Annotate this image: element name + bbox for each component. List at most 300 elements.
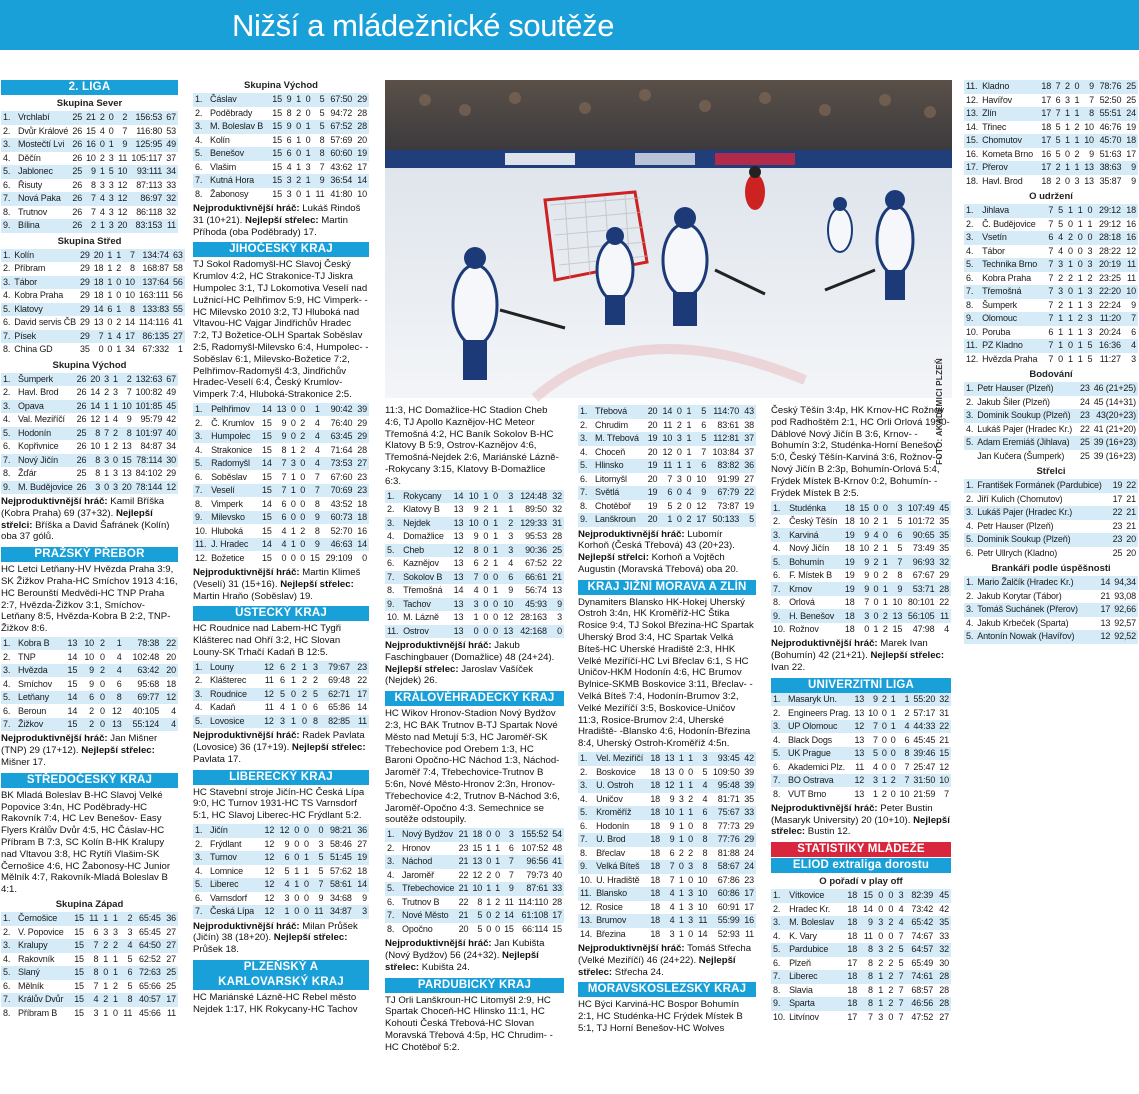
name-cell: Rosice — [594, 901, 648, 915]
value-cell: 2 — [1065, 272, 1075, 286]
value-cell: 7 — [662, 874, 676, 888]
rank-cell: 6. — [385, 896, 400, 910]
value-cell: 8 — [274, 443, 289, 457]
value-cell: 42 — [742, 752, 756, 766]
value-cell: 36:54 — [327, 174, 355, 188]
table-row — [578, 486, 756, 500]
value-cell: 1 — [490, 544, 500, 558]
column-5 — [771, 405, 951, 1024]
value-cell: 2 — [298, 674, 309, 688]
name-cell: Masaryk Un. — [786, 693, 852, 707]
stats-note: Nejproduktivnější hráč: Jan Kubišta (Nový Bydžov) 56 (24+32). Nejlepší střelec: Kubišta 24. — [385, 938, 545, 973]
name-cell: Hradec Kr. — [787, 903, 843, 917]
value-cell: 11 — [163, 1007, 178, 1021]
value-cell: 20 — [1124, 533, 1138, 547]
value-cell: 13 — [1081, 175, 1096, 189]
value-cell: 67:79 — [708, 486, 741, 500]
value-cell: 77:76 — [709, 833, 741, 847]
value-cell: 2 — [686, 793, 695, 807]
column-6 — [964, 80, 1138, 644]
rank-cell: 3. — [193, 688, 208, 702]
value-cell: 12 — [1123, 245, 1138, 259]
rank-cell: 6. — [1, 980, 16, 994]
table-row — [385, 896, 564, 910]
value-cell: 34 — [123, 343, 137, 357]
value-cell: 12 — [116, 179, 130, 193]
table-row — [964, 245, 1138, 259]
value-cell: 0 — [674, 405, 684, 419]
value-cell: 16:36 — [1094, 339, 1122, 353]
value-cell: 9 — [84, 165, 98, 179]
name-cell: Mělník — [16, 980, 71, 994]
rank-cell: 15. — [964, 134, 980, 148]
value-cell: 34:87 — [325, 905, 353, 919]
name-cell: David servis ČB — [12, 316, 78, 330]
table-row — [1, 677, 178, 691]
value-cell: 4 — [161, 718, 178, 732]
value-cell: 11 — [352, 715, 369, 729]
value-cell: 3 — [465, 598, 480, 612]
value-cell: 40:57 — [134, 993, 162, 1007]
rank-cell: 5. — [385, 882, 400, 896]
table-row — [193, 905, 369, 919]
value-cell: 7 — [937, 787, 951, 801]
value-cell: 0 — [114, 276, 123, 290]
value-cell: 1 — [1055, 326, 1065, 340]
value-cell: 0 — [686, 766, 695, 780]
value-cell: 9 — [120, 413, 134, 427]
value-cell: 0 — [480, 625, 490, 639]
value-cell: 17 — [1038, 107, 1053, 121]
table-row — [1, 138, 178, 152]
value-cell: 35 — [937, 515, 951, 529]
results-text: HC Roudnice nad Labem-HC Tygři Klášterec nad Ohří 3:2, HC Slovan Louny-SK Trhačí Kadaň B 12:5. — [193, 623, 342, 658]
value-cell: 50:133 — [708, 513, 741, 527]
value-cell: 5 — [107, 165, 116, 179]
rank-cell: 6. — [771, 569, 787, 583]
table-row — [964, 175, 1138, 189]
value-cell: 1 — [880, 774, 889, 788]
value-cell: 7 — [1045, 312, 1055, 326]
table-row — [385, 882, 564, 896]
table-row — [1, 289, 185, 303]
value-cell: 3 — [110, 926, 120, 940]
rank-cell: 2. — [771, 903, 787, 917]
value-cell: 15 — [259, 551, 274, 565]
value-cell: 1 — [287, 674, 298, 688]
value-cell: 18 — [1038, 80, 1053, 94]
value-cell: 30 — [935, 957, 951, 971]
value-cell: 62:71 — [320, 688, 352, 702]
value-cell: 1 — [110, 966, 120, 980]
table-row — [193, 551, 369, 565]
name-cell: U. Brod — [594, 833, 648, 847]
value-cell: 0 — [880, 528, 889, 542]
value-cell: 56 — [171, 289, 185, 303]
name-cell: Třemošná — [980, 285, 1045, 299]
value-cell: 15 — [269, 161, 284, 175]
value-cell: 2 — [674, 500, 684, 514]
value-cell: 0 — [871, 582, 880, 596]
value-cell: 10 — [465, 490, 480, 504]
value-cell: 1 — [107, 637, 124, 651]
table-row — [771, 733, 951, 747]
value-cell: 26 — [70, 138, 84, 152]
value-cell: 4 — [866, 760, 880, 774]
value-cell: 11 — [164, 219, 178, 233]
value-cell: 17 — [550, 909, 564, 923]
rank-cell: 5. — [771, 747, 786, 761]
value-cell: 11:20 — [1094, 312, 1122, 326]
table-row — [964, 547, 1138, 561]
value-cell: 0 — [298, 701, 309, 715]
value-cell: 5 — [120, 953, 134, 967]
rank-cell: 8. — [1, 1007, 16, 1021]
value-cell: 4 — [276, 701, 287, 715]
value-cell: 19 — [842, 528, 856, 542]
value-cell: 25 — [75, 427, 89, 441]
table-row — [385, 598, 564, 612]
stats-note: Nejproduktivnější hráč: Lukáš Rindoš 31 (10+21). Nejlepší střelec: Martin Příhoda (oba Poděbrady) 17. — [193, 203, 361, 238]
name-cell: Trutnov B — [400, 896, 457, 910]
name-cell: Šumperk — [16, 373, 75, 387]
rank-cell: 9. — [771, 997, 787, 1011]
value-cell: 18 — [648, 793, 662, 807]
value-cell: 2 — [493, 909, 502, 923]
value-cell: 16 — [84, 138, 98, 152]
value-cell: 7 — [895, 970, 905, 984]
table-row — [193, 838, 369, 852]
value-cell: 1 — [484, 842, 493, 856]
value-cell: 3 — [111, 467, 120, 481]
value-cell: 4 — [695, 793, 709, 807]
results-text: HC Stavební stroje Jičín-HC Česká Lípa 9:0, HC Turnov 1931-HC TS Varnsdorf 5:1, HC Slavoj Liberec-HC Frýdlant 5:2. — [193, 786, 365, 822]
table-row — [1, 481, 178, 495]
rank-cell — [964, 450, 975, 464]
value-cell: 102:48 — [124, 650, 162, 664]
value-cell: 43:52 — [322, 497, 355, 511]
value-cell: 0 — [100, 966, 110, 980]
value-cell: 19 — [645, 432, 660, 446]
value-cell: 15 — [71, 980, 86, 994]
value-cell: 3 — [107, 179, 116, 193]
rank-cell: 4. — [964, 520, 975, 534]
value-cell: 45:93 — [515, 598, 549, 612]
value-cell: 1 — [1062, 134, 1071, 148]
rank-cell: 8. — [1, 206, 16, 220]
value-cell: 26 — [70, 206, 84, 220]
value-cell: 12 — [450, 544, 465, 558]
name-cell: Letňany — [16, 691, 62, 705]
value-cell: 0 — [301, 838, 311, 852]
value-cell: 1 — [500, 503, 515, 517]
value-cell: 3 — [284, 174, 294, 188]
rank-cell: 1. — [964, 382, 975, 396]
value-cell: 11 — [311, 905, 325, 919]
value-cell: 10 — [88, 440, 102, 454]
value-cell: 66:114 — [516, 923, 550, 937]
value-cell: 3 — [895, 889, 905, 903]
value-cell: 0 — [684, 500, 694, 514]
rank-cell: 1. — [771, 693, 786, 707]
name-cell: Kralupy — [16, 939, 71, 953]
rank-cell: 7. — [1, 192, 16, 206]
value-cell: 0 — [111, 454, 120, 468]
value-cell: 2 — [298, 443, 307, 457]
value-cell: 82:85 — [320, 715, 352, 729]
table-row — [1, 152, 178, 166]
value-cell: 41 — [171, 316, 185, 330]
value-cell: 15 — [71, 1007, 86, 1021]
value-cell: 1 — [105, 262, 114, 276]
value-cell: 4 — [898, 720, 912, 734]
rank-cell: 16. — [964, 148, 980, 162]
value-cell: 2 — [110, 980, 120, 994]
rank-cell: 1. — [1, 111, 16, 125]
value-cell: 67:60 — [322, 470, 355, 484]
value-cell: 4 — [111, 413, 120, 427]
value-cell: 4 — [107, 650, 124, 664]
table-row — [771, 555, 951, 569]
name-cell: Hronov — [400, 842, 457, 856]
value-cell: 46:76 — [1096, 121, 1123, 135]
value-cell: 1 — [107, 138, 116, 152]
value-cell: 10 — [79, 637, 96, 651]
value-cell: 18 — [648, 901, 662, 915]
value-cell: 15 — [120, 454, 134, 468]
value-cell: 3 — [120, 926, 134, 940]
standings-table — [771, 501, 951, 636]
rank-cell: 8. — [1, 343, 12, 357]
value-cell: 28 — [549, 530, 564, 544]
value-cell: 5 — [311, 865, 325, 879]
rank-cell: 6. — [578, 820, 594, 834]
value-cell: 0 — [686, 833, 695, 847]
table-row — [193, 120, 369, 134]
rank-cell: 3. — [193, 430, 209, 444]
value-cell: 132:63 — [134, 373, 165, 387]
value-cell: 53 — [164, 125, 178, 139]
value-cell: 10 — [695, 874, 709, 888]
rank-cell: 8. — [193, 497, 209, 511]
value-cell: 7 — [274, 470, 289, 484]
table-row — [964, 506, 1138, 520]
name-cell: Antonín Nowak (Havířov) — [975, 630, 1098, 644]
value-cell: 12 — [500, 611, 515, 625]
table-row — [385, 828, 564, 842]
rank-cell: 1. — [385, 828, 400, 842]
value-cell: 48 — [550, 842, 564, 856]
value-cell: 0 — [303, 134, 313, 148]
rank-cell: 3. — [771, 916, 787, 930]
table-row — [771, 623, 951, 637]
value-cell: 20:19 — [1094, 258, 1122, 272]
rank-cell: 5. — [964, 436, 975, 450]
value-cell: 87:61 — [516, 882, 550, 896]
value-cell: 45:45 — [911, 733, 937, 747]
value-cell: 0 — [96, 650, 107, 664]
value-cell: 15 — [71, 953, 86, 967]
rank-cell: 2. — [193, 416, 209, 430]
value-cell: 19 — [842, 582, 856, 596]
value-cell: 84:102 — [134, 467, 165, 481]
rank-cell: 2. — [964, 493, 975, 507]
value-cell: 60:91 — [709, 901, 741, 915]
name-cell: Sparta — [787, 997, 843, 1011]
value-cell: 7 — [274, 484, 289, 498]
value-cell: 83:61 — [708, 419, 741, 433]
value-cell: 3 — [288, 457, 297, 471]
value-cell: 64:50 — [134, 939, 162, 953]
value-cell: 11 — [695, 914, 709, 928]
name-cell: Kobra Praha — [12, 289, 78, 303]
value-cell: 20 — [645, 419, 660, 433]
rank-cell: 8. — [964, 299, 980, 313]
value-cell: 41 (21+20) — [1092, 423, 1138, 437]
value-cell: 3 — [875, 916, 885, 930]
value-cell: 5 — [309, 688, 320, 702]
value-cell: 98:21 — [325, 824, 353, 838]
name-cell: China GD — [12, 343, 78, 357]
table-row — [1, 206, 178, 220]
value-cell: 21 — [1099, 590, 1113, 604]
rank-cell: 8. — [193, 188, 208, 202]
results-text: HC Wikov Hronov-Stadion Nový Bydžov 2:3, HC BAK Trutnov B-TJ Spartak Nové Město nad Metují 5:3, HC Jaroměř-SK Třebechovice pod Orebem 1:3, HC Baroni Opočno-HC Náchod 1:3, Náchod-Jaroměř 7:4, Třebechovice-Trutnov B 5:6n, Nové Město-Hronov 2:3n, Hronov-Třebechovice 4:2, Trutnov B-Náchod 3:6, Jaroměř-Opočno 4:3. Semechnice se soutěže odstoupily. — [385, 708, 560, 826]
value-cell: 25 — [1078, 450, 1092, 464]
value-cell: 11 — [86, 912, 100, 926]
value-cell: 9 — [116, 138, 130, 152]
value-cell: 7 — [1045, 353, 1055, 367]
value-cell: 13 — [500, 625, 515, 639]
value-cell: 15 — [71, 939, 86, 953]
name-cell: Trutnov — [16, 206, 70, 220]
value-cell: 8 — [465, 544, 480, 558]
value-cell: 18 — [843, 889, 859, 903]
value-cell: 10 — [500, 598, 515, 612]
value-cell: 32 — [549, 503, 564, 517]
value-cell: 37 — [164, 152, 178, 166]
name-cell: Soběslav — [209, 470, 259, 484]
results-text: HC Býci Karviná-HC Bospor Bohumín 2:1, HC Studénka-HC Frýdek Místek B 5:1, TJ Horní Benešov-HC Wolves — [578, 999, 743, 1035]
value-cell: 40 — [550, 869, 564, 883]
value-cell: 0 — [291, 824, 301, 838]
value-cell: 9 — [284, 120, 294, 134]
value-cell: 21 — [549, 571, 564, 585]
name-cell: Dominik Soukup (Plzeň) — [975, 409, 1078, 423]
name-cell: M. Boleslav B — [208, 120, 269, 134]
value-cell: 1 — [889, 720, 898, 734]
rank-cell: 13. — [578, 914, 594, 928]
value-cell: 13 — [274, 403, 289, 417]
value-cell: 38 — [741, 419, 756, 433]
value-cell: 5 — [1055, 204, 1065, 218]
value-cell: 0 — [549, 625, 564, 639]
table-row — [1, 691, 178, 705]
rank-cell: 5. — [193, 147, 208, 161]
name-cell: Březina — [594, 928, 648, 942]
value-cell: 10 — [123, 276, 137, 290]
value-cell: 11 — [1123, 258, 1138, 272]
value-cell: 19 — [354, 851, 369, 865]
value-cell: 7 — [895, 997, 905, 1011]
value-cell: 10 — [1123, 285, 1138, 299]
value-cell: 45 — [164, 400, 178, 414]
value-cell: 0 — [684, 473, 694, 487]
value-cell: 11 — [659, 459, 674, 473]
value-cell: 3 — [102, 373, 111, 387]
value-cell: 3 — [354, 905, 369, 919]
value-cell: 1 — [303, 188, 313, 202]
value-cell: 25 — [70, 165, 84, 179]
rank-cell: 5. — [771, 943, 787, 957]
value-cell: 9 — [311, 892, 325, 906]
value-cell: 0 — [480, 598, 490, 612]
value-cell: 6 — [1123, 326, 1138, 340]
value-cell: 7 — [895, 984, 905, 998]
value-cell: 31:50 — [911, 774, 937, 788]
table-row — [964, 285, 1138, 299]
rank-cell: 5. — [193, 457, 209, 471]
table-row — [1, 440, 178, 454]
value-cell: 5 — [693, 432, 708, 446]
value-cell: 12 — [161, 691, 178, 705]
value-cell: 10 — [470, 882, 484, 896]
table-row — [578, 820, 756, 834]
name-cell: Jihlava — [980, 204, 1045, 218]
value-cell: 15 — [269, 107, 284, 121]
value-cell: 9 — [857, 528, 871, 542]
rank-cell: 7. — [1, 454, 16, 468]
value-cell: 0 — [291, 838, 301, 852]
value-cell: 0 — [1085, 231, 1095, 245]
name-cell: Písek — [12, 330, 78, 344]
value-cell: 20 — [161, 650, 178, 664]
value-cell: 26 — [70, 152, 84, 166]
page-banner — [0, 0, 1139, 50]
stats-note: Nejproduktivnější hráč: Peter Bustin (Masaryk University) 20 (10+10). Nejlepší střelec: Bustin 12. — [771, 802, 950, 838]
stats-note: Nejproduktivnější hráč: Jakub Faschingbauer (Domažlice) 48 (24+24). Nejlepší střelec: Jaroslav Vašíček (Nejdek) 26. — [385, 640, 555, 687]
value-cell: 55:20 — [911, 693, 937, 707]
table-row — [771, 720, 951, 734]
name-cell: M. Budějovice — [16, 481, 75, 495]
value-cell: 58:61 — [325, 878, 353, 892]
value-cell: 20 — [120, 481, 134, 495]
value-cell: 1 — [1065, 258, 1075, 272]
value-cell: 0 — [92, 343, 106, 357]
value-cell: 43 — [741, 405, 756, 419]
value-cell: 63:42 — [124, 664, 162, 678]
name-cell: Bohumín — [787, 555, 842, 569]
value-cell: 4 — [1055, 245, 1065, 259]
name-cell: F. Místek B — [787, 569, 842, 583]
value-cell: 3 — [662, 928, 676, 942]
value-cell: 5 — [695, 766, 709, 780]
table-row — [385, 530, 564, 544]
value-cell: 0 — [291, 905, 301, 919]
value-cell: 6 — [695, 806, 709, 820]
value-cell: 2 — [1072, 148, 1081, 162]
value-cell: 4 — [107, 664, 124, 678]
value-cell: 0 — [96, 691, 107, 705]
value-cell: 8 — [123, 303, 137, 317]
value-cell: 0 — [102, 481, 111, 495]
table-row — [193, 538, 369, 552]
value-cell: 0 — [480, 571, 490, 585]
value-cell: 52:93 — [709, 928, 741, 942]
value-cell: 2 — [480, 503, 490, 517]
value-cell: 2 — [1062, 80, 1071, 94]
value-cell: 32 — [937, 555, 951, 569]
